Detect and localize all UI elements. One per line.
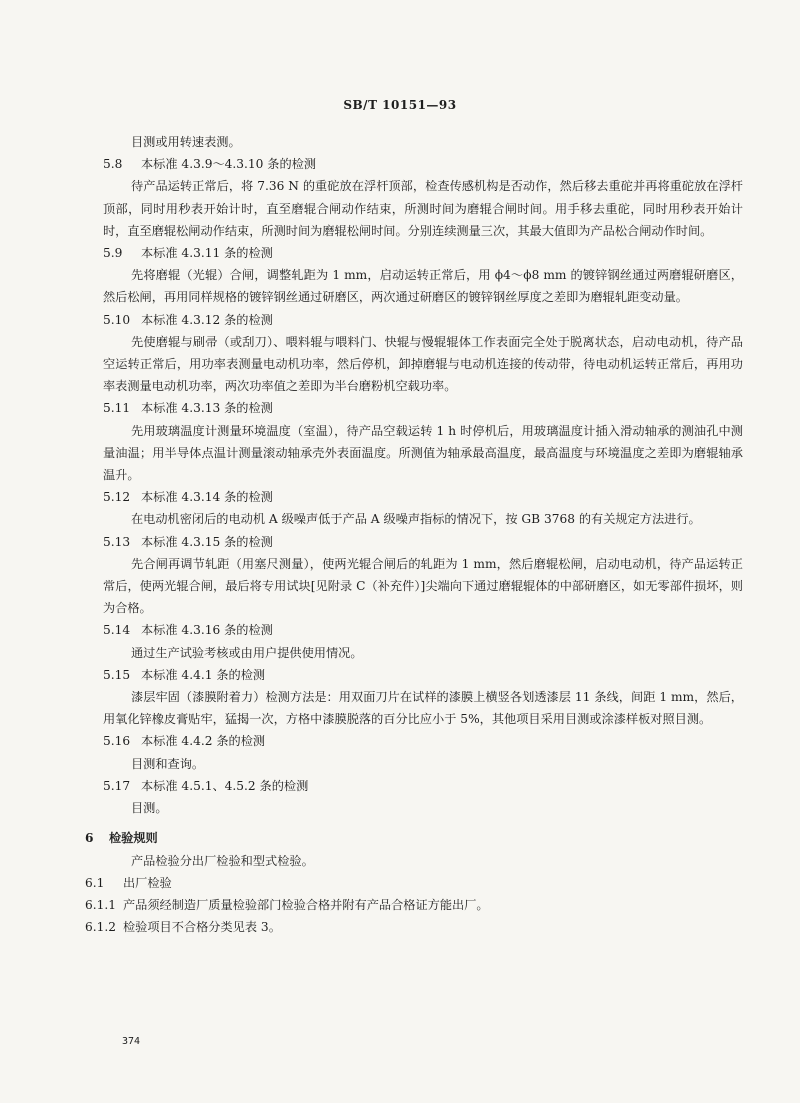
clause-title: 本标准 4.4.2 条的检测 bbox=[141, 734, 266, 749]
document-body bbox=[85, 131, 743, 938]
clause-number: 5.14 bbox=[103, 623, 131, 638]
clause-number: 5.15 bbox=[103, 667, 131, 682]
clause-title: 本标准 4.3.11 条的检测 bbox=[141, 246, 273, 261]
section-heading bbox=[103, 242, 743, 264]
clause-number: 5.8 bbox=[103, 157, 123, 172]
section-heading bbox=[103, 153, 743, 175]
paragraph: 先用玻璃温度计测量环境温度（室温），待产品空载运转 1 h 时停机后，用玻璃温度计插入滑动轴承的测油孔中测量油温；用半导体点温计测量滚动轴承壳外表面温度。所测值为轴承最高温度，最高温度与环境温度之差即为磨辊轴承温升。 bbox=[103, 423, 743, 483]
clause-title: 检验项目不合格分类见表 3。 bbox=[123, 920, 281, 935]
paragraph: 目测和查询。 bbox=[131, 756, 205, 771]
paragraph: 目测或用转速表测。 bbox=[131, 135, 241, 149]
clause-title: 本标准 4.3.16 条的检测 bbox=[141, 623, 273, 638]
clause-title: 本标准 4.3.9～4.3.10 条的检测 bbox=[141, 157, 317, 172]
clause-number: 6.1.1 bbox=[85, 897, 117, 912]
chapter-heading bbox=[85, 827, 743, 849]
clause-title: 本标准 4.4.1 条的检测 bbox=[141, 667, 266, 682]
paragraph: 待产品运转正常后，将 7.36 N 的重砣放在浮杆顶部，检查传感机构是否动作，然后移去重砣并再将重砣放在浮杆顶部，同时用秒表开始计时，直至磨辊合闸动作结束，所测时间为磨辊合闸时间。用手移去重砣，同时用秒表开始计时，直至磨辊松闸动作结束，所测时间为磨辊松闸时间。分别连续测量三次，其最大值即为产品松合闸动作时间。 bbox=[103, 179, 743, 238]
section-heading bbox=[103, 664, 743, 686]
section-heading bbox=[103, 309, 743, 331]
clause-number: 5.12 bbox=[103, 490, 131, 505]
paragraph: 目测。 bbox=[131, 801, 168, 816]
clause-number: 5.10 bbox=[103, 312, 131, 327]
section-heading bbox=[103, 531, 743, 553]
section-heading bbox=[103, 775, 743, 797]
clause-title: 本标准 4.3.12 条的检测 bbox=[141, 312, 273, 327]
clause-heading bbox=[85, 872, 743, 894]
page-header: SB/T 10151—93 bbox=[343, 98, 457, 112]
clause-title: 检验规则 bbox=[109, 831, 158, 846]
clause-number: 5.9 bbox=[103, 246, 123, 261]
paragraph: 先将磨辊（光辊）合闸，调整轧距为 1 mm，启动运转正常后，用 ϕ4～ϕ8 mm 的镀锌钢丝通过两磨辊研磨区，然后松闸，再用同样规格的镀锌钢丝通过研磨区，两次通过研磨区的镀锌钢丝厚度之差即为磨辊轧距变动量。 bbox=[103, 268, 743, 305]
section-heading bbox=[103, 730, 743, 752]
clause-title: 本标准 4.3.13 条的检测 bbox=[141, 401, 273, 416]
paragraph: 漆层牢固（漆膜附着力）检测方法是：用双面刀片在试样的漆膜上横竖各划透漆层 11 条线，间距 1 mm，然后，用氧化锌橡皮膏贴牢，猛揭一次，方格中漆膜脱落的百分比应小于 5%，其他项目采用目测或涂漆样板对照目测。 bbox=[103, 690, 743, 727]
clause-title: 本标准 4.3.15 条的检测 bbox=[141, 534, 273, 549]
clause-number: 5.11 bbox=[103, 401, 131, 416]
page-number: 374 bbox=[122, 1036, 141, 1047]
paragraph: 先合闸再调节轧距（用塞尺测量），使两光辊合闸后的轧距为 1 mm，然后磨辊松闸，启动电动机，待产品运转正常后，使两光辊合闸，最后将专用试块[见附录 C（补充件）]尖端向下通过磨辊辊体的中部研磨区，如无零部件损坏，则为合格。 bbox=[103, 556, 743, 616]
paragraph: 通过生产试验考核或由用户提供使用情况。 bbox=[131, 645, 363, 660]
paragraph: 在电动机密闭后的电动机 A 级噪声低于产品 A 级噪声指标的情况下，按 GB 3768 的有关规定方法进行。 bbox=[131, 512, 701, 527]
clause-title: 出厂检验 bbox=[123, 875, 172, 890]
paragraph: 先使磨辊与刷帚（或刮刀）、喂料辊与喂料门、快辊与慢辊辊体工作表面完全处于脱离状态，启动电动机，待产品空运转正常后，用功率表测量电动机功率，然后停机，卸掉磨辊与电动机连接的传动带，待电动机运转正常后，再用功率表测量电动机功率，两次功率值之差即为半台磨粉机空载功率。 bbox=[103, 334, 743, 394]
paragraph: 产品检验分出厂检验和型式检验。 bbox=[131, 853, 314, 868]
clause-heading bbox=[85, 916, 743, 938]
clause-title: 产品须经制造厂质量检验部门检验合格并附有产品合格证方能出厂。 bbox=[123, 897, 489, 912]
clause-number: 6.1 bbox=[85, 875, 105, 890]
section-heading bbox=[103, 397, 743, 419]
clause-title: 本标准 4.5.1、4.5.2 条的检测 bbox=[141, 778, 309, 793]
section-heading bbox=[103, 619, 743, 641]
clause-number: 5.17 bbox=[103, 778, 131, 793]
clause-number: 5.13 bbox=[103, 534, 131, 549]
clause-number: 6.1.2 bbox=[85, 920, 117, 935]
clause-heading bbox=[85, 894, 743, 916]
clause-number: 6 bbox=[85, 831, 94, 846]
clause-title: 本标准 4.3.14 条的检测 bbox=[141, 490, 273, 505]
section-heading bbox=[103, 486, 743, 508]
clause-number: 5.16 bbox=[103, 734, 131, 749]
